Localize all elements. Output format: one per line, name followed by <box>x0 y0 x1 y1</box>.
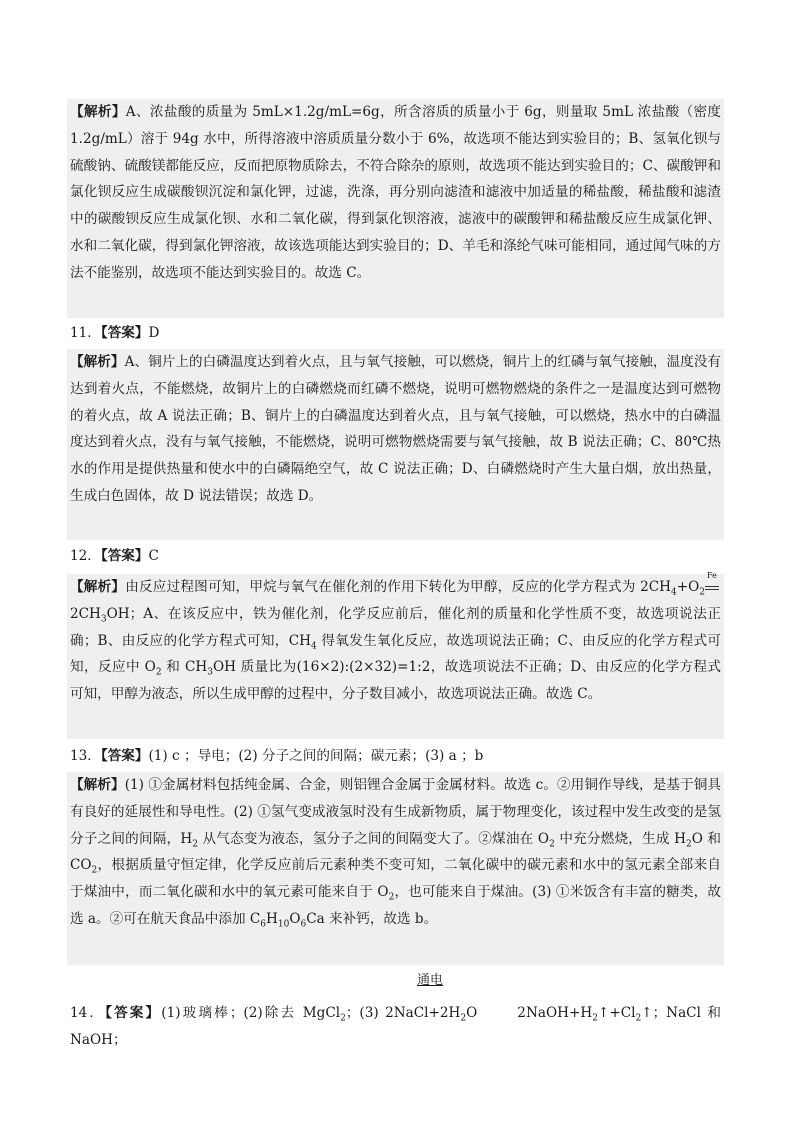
analysis-12: 【解析】由反应过程图可知，甲烷与氧气在催化剂的作用下转化为甲醇，反应的化学方程式为 $2CH_4+O_2$ Fe $2CH_3OH$；A、在该反应中，铁为催化剂，化学反应前后，催化剂的质量和化学性质不变，故选项说法正确；B、由反应的化学方程式可知，$CH_4$ 得氧发生氧化反应，故选项说法正确；C、由反应的化学方程式可知，反应中 $O_2$ 和 $CH_3OH$ 质量比为(16×2):(2×32)=1:2，故选项说法不正确；D、由反应的化学方程式可知，甲醇为液态，所以生成甲醇的过程中，分子数目减小，故选项说法正确。故选 C。 <box>67 574 724 739</box>
answer-label: 【答案】 <box>100 325 149 341</box>
analysis-13: 【解析】(1) ①金属材料包括纯金属、合金，则铝锂合金属于金属材料。故选 c。②用铜作导线，是基于铜具有良好的延展性和导电性。(2) ①氢气变成液氢时没有生成新物质，属于物理变化，该过程中发生改变的是氢分子之间的间隔，$H_2$ 从气态变为液态，氢分子之间的间隔变大了。②煤油在 $O_2$ 中充分燃烧，生成 $H_2O$ 和 $CO_2$，根据质量守恒定律，化学反应前后元素种类不变可知，二氧化碳中的碳元素和水中的氢元素全部来自于煤油中，而二氧化碳和水中的氧元素可能来自于 $O_2$，也可能来自于煤油。(3) ①米饭含有丰富的糖类，故选 a。②可在航天食品中添加 $C_6H_{10}O_6Ca$ 来补钙，故选 b。 <box>67 772 724 965</box>
analysis-text: A、铜片上的白磷温度达到着火点，且与氧气接触，可以燃烧，铜片上的红磷与氧气接触，温度没有达到着火点，不能燃烧，故铜片上的白磷燃烧而红磷不燃烧，说明可燃物燃烧的条件之一是温度达到可燃物的着火点，故 A 说法正确；B、铜片上的白磷温度达到着火点，且与氧气接触，可以燃烧，热水中的白磷温度达到着火点，没有与氧气接触，不能燃烧，说明可燃物燃烧需要与氧气接触，故 B 说法正确；C、80℃热水的作用是提供热量和使水中的白磷隔绝空气，故 C 说法正确；D、白磷燃烧时产生大量白烟，放出热量，生成白色固体，故 D 说法错误；故选 D。 <box>70 354 721 504</box>
analysis-10 <box>67 99 724 318</box>
electrolysis-condition: 通电 <box>417 973 444 988</box>
question-number: 14． <box>70 1005 106 1021</box>
answer-11 <box>67 320 724 347</box>
question-number: 12． <box>70 548 101 564</box>
answer-label: 【答案】 <box>105 1005 162 1021</box>
answer-label: 【答案】 <box>100 748 149 764</box>
answer-value: (1) c ；导电；(2) 分子之间的间隔；碳元素；(3) a ；b <box>148 748 484 764</box>
answer-14: 14．【答案】(1)玻璃棒；(2)除去 MgCl$_2$；(3) $2NaCl+2H_2O$ $2NaOH+H_2↑+Cl_2↑$；NaCl 和 NaOH； <box>67 1000 724 1027</box>
reaction-condition: Fe <box>705 574 721 601</box>
analysis-text: A、浓盐酸的质量为 5mL×1.2g/mL=6g，所含溶质的质量小于 6g，则量取 5mL 浓盐酸（密度 1.2g/mL）溶于 94g 水中，所得溶液中溶质质量分数小于 6%，故选项不能达到实验目的；B、氢氧化钡与硫酸钠、硫酸镁都能反应，反而把原物质除去，不符合除杂的原则，故选项不能达到实验目的；C、碳酸钾和氯化钡反应生成碳酸钡沉淀和氯化钾，过滤，洗涤，再分别向滤渣和滤液中加适量的稀盐酸，稀盐酸和滤渣中的碳酸钡反应生成氯化钡、水和二氧化碳，得到氯化钡溶液，滤液中的碳酸钾和稀盐酸反应生成氯化钾、水和二氧化碳，得到氯化钾溶液，故该选项能达到实验目的；D、羊毛和涤纶气味可能相同，通过闻气味的方法不能鉴别，故选项不能达到实验目的。故选 C。 <box>70 104 722 281</box>
answer-13 <box>67 743 724 770</box>
answer-value: C <box>148 548 159 564</box>
answer-label: 【答案】 <box>100 548 149 564</box>
question-number: 13． <box>70 748 101 764</box>
answer-value: D <box>148 325 160 341</box>
question-number: 11． <box>70 325 101 341</box>
analysis-label: 【解析】 <box>70 777 125 793</box>
analysis-label: 【解析】 <box>70 354 125 370</box>
answer-12 <box>67 543 724 570</box>
analysis-11 <box>67 349 724 540</box>
analysis-label: 【解析】 <box>70 579 126 595</box>
analysis-label: 【解析】 <box>70 104 126 120</box>
